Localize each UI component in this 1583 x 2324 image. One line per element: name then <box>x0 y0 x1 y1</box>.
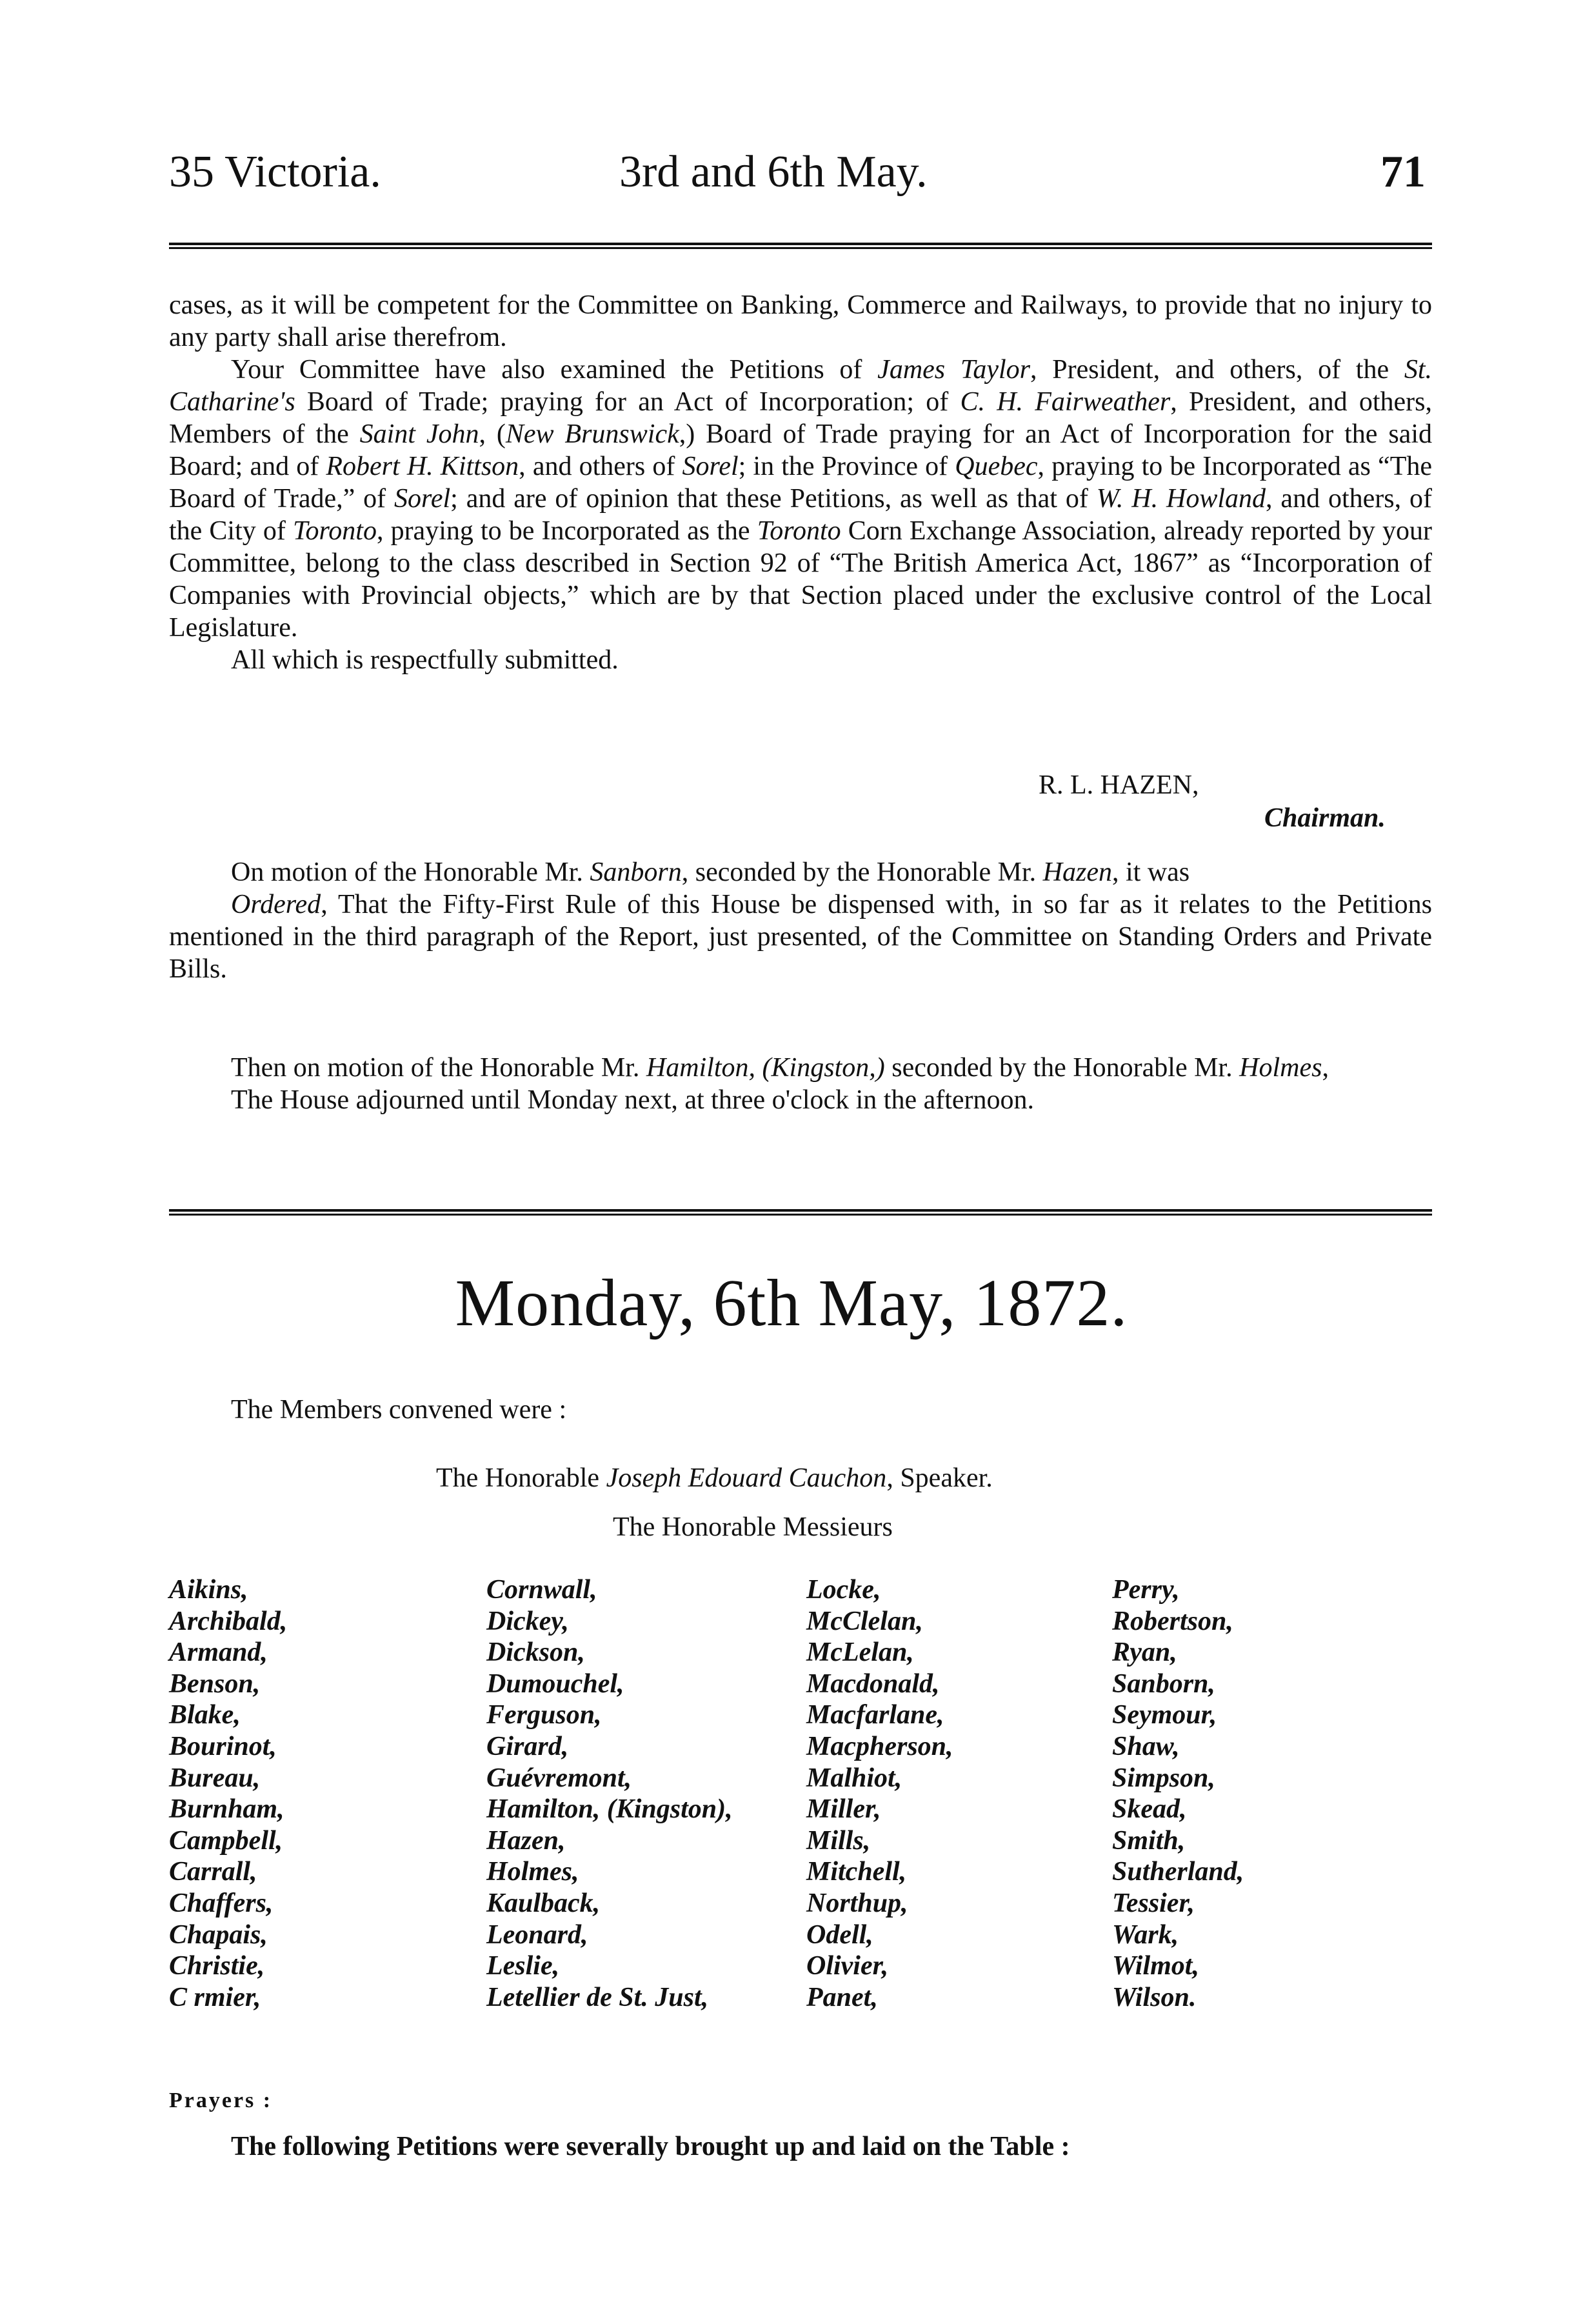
member-name: Macdonald, <box>806 1668 940 1699</box>
prayers-heading: Prayers : <box>169 2089 273 2112</box>
messieurs-heading: The Honorable Messieurs <box>613 1512 893 1542</box>
member-name: McClelan, <box>806 1606 923 1636</box>
members-column-1 <box>169 1574 287 2013</box>
member-name: Shaw, <box>1112 1731 1180 1761</box>
members-column-2 <box>486 1574 733 2013</box>
member-name: C rmier, <box>169 1982 261 2012</box>
member-name: Seymour, <box>1112 1700 1217 1730</box>
motion-standing-orders <box>169 856 1432 985</box>
header-dates: 3rd and 6th May. <box>619 147 928 197</box>
member-name: Dumouchel, <box>486 1668 624 1699</box>
motion-1-order: Ordered, That the Fifty-First Rule of this House be dispensed with, in so far as it relates to the Petitions mentioned in the third paragraph of the Report, just presented, of the Committee on Standing Orders and Private Bills. <box>169 890 1432 984</box>
header-session: 35 Victoria. <box>169 147 381 197</box>
member-name: Malhiot, <box>806 1763 902 1793</box>
signature-title: Chairman. <box>1264 803 1386 833</box>
report-paragraph-1: cases, as it will be competent for the Committee on Banking, Commerce and Railways, to provide that no injury to any party shall arise therefrom. <box>169 290 1432 352</box>
member-name: Benson, <box>169 1668 261 1699</box>
member-name: Simpson, <box>1112 1763 1215 1793</box>
member-name: Smith, <box>1112 1825 1186 1856</box>
member-name: Archibald, <box>169 1606 288 1636</box>
petitions-intro: The following Petitions were severally brought up and laid on the Table : <box>231 2132 1070 2161</box>
member-name: Bureau, <box>169 1763 261 1793</box>
member-name: Blake, <box>169 1700 241 1730</box>
member-name: Ryan, <box>1112 1638 1177 1668</box>
member-name: Mills, <box>806 1825 871 1856</box>
speaker-line: The Honorable Joseph Edouard Cauchon, Speaker. <box>436 1463 993 1493</box>
member-name: Christie, <box>169 1951 265 1981</box>
member-name: Leonard, <box>486 1919 588 1950</box>
member-name: Sanborn, <box>1112 1668 1215 1699</box>
member-name: Macfarlane, <box>806 1700 944 1730</box>
committee-report <box>169 289 1432 676</box>
members-list <box>169 1574 1432 2078</box>
member-name: Macpherson, <box>806 1731 953 1761</box>
running-header <box>169 143 1432 201</box>
members-column-4 <box>1112 1574 1244 2013</box>
member-name: Northup, <box>806 1888 908 1918</box>
member-name: Tessier, <box>1112 1888 1195 1918</box>
member-name: Robertson, <box>1112 1606 1233 1636</box>
member-name: Skead, <box>1112 1794 1187 1825</box>
member-name: Locke, <box>806 1575 881 1605</box>
member-name: Sutherland, <box>1112 1857 1244 1887</box>
header-rule <box>169 243 1432 249</box>
member-name: Dickson, <box>486 1638 585 1668</box>
member-name: Mitchell, <box>806 1857 907 1887</box>
member-name: Leslie, <box>486 1951 560 1981</box>
member-name: Hamilton, (Kingston), <box>486 1794 733 1825</box>
member-name: Dickey, <box>486 1606 569 1636</box>
member-name: Burnham, <box>169 1794 284 1825</box>
member-name: Wilson. <box>1112 1982 1197 2012</box>
member-name: Letellier de St. Just, <box>486 1982 709 2012</box>
member-name: Holmes, <box>486 1857 579 1887</box>
member-name: Carrall, <box>169 1857 257 1887</box>
member-name: Chapais, <box>169 1919 268 1950</box>
report-paragraph-2: Your Committee have also examined the Petitions of James Taylor, President, and others, of the St. Catharine's Board of Trade; praying for an Act of Incorporation; of C. H. Fairweather, President, and others, Members of the Saint John, (New Brunswick,) Board of Trade praying for an Act of Incorporation for the said Board; and of Robert H. Kittson, and others of Sorel; in the Province of Quebec, praying to be Incorporated as “The Board of Trade,” of Sorel; and are of opinion that these Petitions, as well as that of W. H. Howland, and others, of the City of Toronto, praying to be Incorporated as the Toronto Corn Exchange Association, already reported by your Committee, belong to the class described in Section 92 of “The British America Act, 1867” as “Incorporation of Companies with Provincial objects,” which are by that Section placed under the exclusive control of the Local Legislature. <box>169 355 1433 643</box>
members-convened: The Members convened were : <box>231 1395 567 1425</box>
page-number: 71 <box>1380 147 1426 197</box>
motion-adjourn <box>169 1052 1432 1116</box>
report-paragraph-3: All which is respectfully submitted. <box>231 645 619 675</box>
member-name: Hazen, <box>486 1825 566 1856</box>
sitting-date-heading: Monday, 6th May, 1872. <box>455 1266 1128 1340</box>
member-name: Miller, <box>806 1794 881 1825</box>
member-name: Bourinot, <box>169 1731 277 1761</box>
member-name: Odell, <box>806 1919 873 1950</box>
member-name: Cornwall, <box>486 1575 597 1605</box>
member-name: Guévremont, <box>486 1763 632 1793</box>
member-name: Armand, <box>169 1638 268 1668</box>
member-name: Ferguson, <box>486 1700 602 1730</box>
member-name: Girard, <box>486 1731 569 1761</box>
member-name: Wark, <box>1112 1919 1179 1950</box>
motion-1-intro: On motion of the Honorable Mr. Sanborn, seconded by the Honorable Mr. Hazen, it was <box>231 857 1190 887</box>
member-name: Campbell, <box>169 1825 283 1856</box>
signature-name: R. L. HAZEN, <box>1039 770 1199 800</box>
adjournment-text: The House adjourned until Monday next, at three o'clock in the afternoon. <box>231 1085 1035 1115</box>
member-name: Kaulback, <box>486 1888 601 1918</box>
members-column-3 <box>806 1574 953 2013</box>
member-name: Wilmot, <box>1112 1951 1199 1981</box>
member-name: Chaffers, <box>169 1888 274 1918</box>
member-name: Olivier, <box>806 1951 889 1981</box>
member-name: Perry, <box>1112 1575 1180 1605</box>
section-rule <box>169 1209 1432 1216</box>
member-name: Panet, <box>806 1982 878 2012</box>
motion-2-intro: Then on motion of the Honorable Mr. Hamilton, (Kingston,) seconded by the Honorable Mr. Holmes, <box>231 1053 1329 1083</box>
member-name: Aikins, <box>169 1575 248 1605</box>
member-name: McLelan, <box>806 1638 914 1668</box>
